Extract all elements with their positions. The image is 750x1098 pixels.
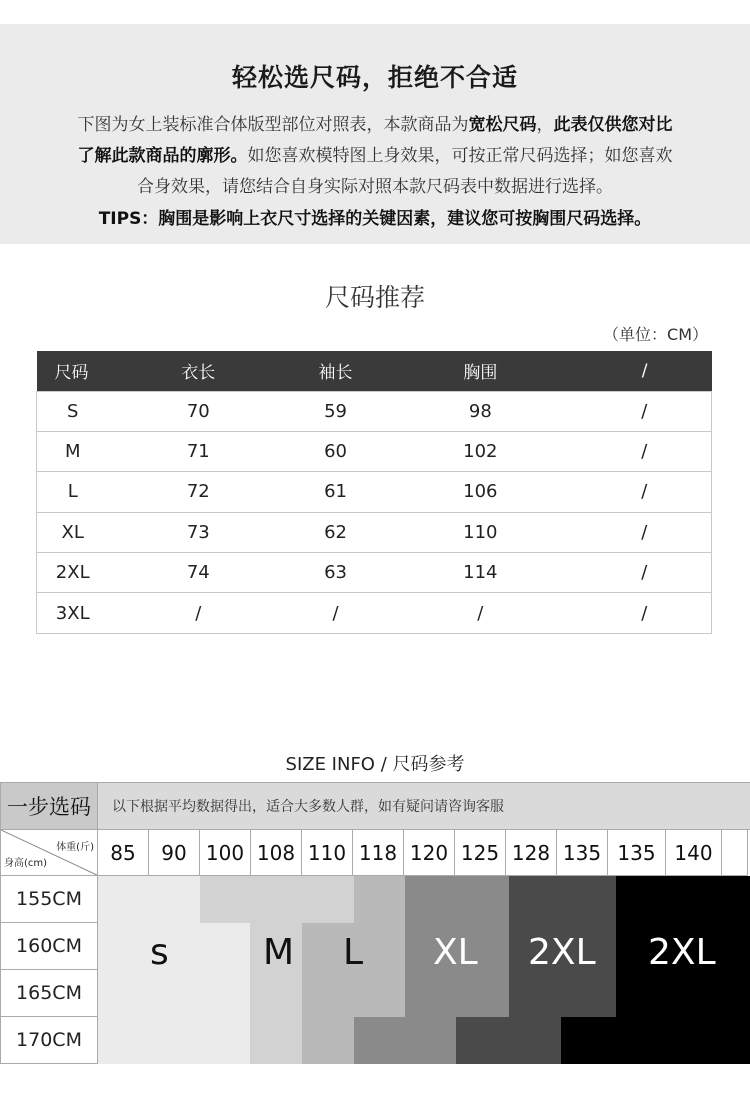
table-row xyxy=(37,512,712,552)
cell-size: L xyxy=(37,472,109,512)
cell-extra: / xyxy=(578,512,712,552)
intro-highlight: 宽松尺码 xyxy=(468,115,537,135)
cell-sleeve: / xyxy=(288,593,383,633)
intro-text: 如您喜欢模特图上身效果，可按正常尺码选择；如您喜欢 xyxy=(247,146,673,166)
cell-chest: 114 xyxy=(383,553,578,593)
size-zone-label: M xyxy=(263,932,295,973)
cell-sleeve: 61 xyxy=(288,472,383,512)
size-zone-step xyxy=(354,1017,405,1064)
table-row xyxy=(37,593,712,633)
cell-length: / xyxy=(108,593,288,633)
cell-length: 72 xyxy=(108,472,288,512)
intro-title: 轻松选尺码，拒绝不合适 xyxy=(231,63,518,92)
cell-size: 3XL xyxy=(37,593,109,633)
cell-size: M xyxy=(37,431,109,471)
intro-panel xyxy=(0,24,750,244)
intro-highlight: 此表仅供您对比 xyxy=(553,115,673,135)
weight-cell: 135 xyxy=(557,830,608,876)
cell-length: 74 xyxy=(108,553,288,593)
size-zone-step xyxy=(200,876,250,923)
cell-length: 71 xyxy=(108,431,288,471)
size-zone-step xyxy=(302,876,354,923)
cell-extra: / xyxy=(578,431,712,471)
weight-cell: 108 xyxy=(251,830,302,876)
cell-chest: 106 xyxy=(383,472,578,512)
cell-extra: / xyxy=(578,391,712,431)
weight-cell: 120 xyxy=(404,830,455,876)
table-row xyxy=(37,553,712,593)
size-info-grid xyxy=(0,782,750,1064)
cell-sleeve: 60 xyxy=(288,431,383,471)
weight-axis-label: 体重(斤) xyxy=(56,842,94,853)
cell-extra: / xyxy=(578,553,712,593)
weight-cell: 125 xyxy=(455,830,506,876)
weight-cell: 118 xyxy=(353,830,404,876)
recommend-title: 尺码推荐 xyxy=(324,283,425,312)
cell-size: S xyxy=(37,391,109,431)
weight-cell: 135 xyxy=(608,830,666,876)
size-zone-step xyxy=(456,1017,509,1064)
size-table xyxy=(36,351,712,634)
weight-cell: 100 xyxy=(200,830,251,876)
cell-chest: / xyxy=(383,593,578,633)
intro-line-3: 合身效果，请您结合自身实际对照本款尺码表中数据进行选择。 xyxy=(137,177,613,197)
size-zone-label: 2XL xyxy=(648,932,716,973)
intro-line-1 xyxy=(0,110,750,135)
height-column xyxy=(0,876,98,1064)
size-zone-step xyxy=(561,1017,616,1064)
weight-cell xyxy=(722,830,748,876)
size-zone-label: s xyxy=(150,932,169,973)
intro-tips: TIPS：胸围是影响上衣尺寸选择的关键因素，建议您可按胸围尺码选择。 xyxy=(98,209,652,229)
size-zone-label: 2XL xyxy=(528,932,596,973)
size-zone-label: L xyxy=(343,932,364,973)
height-axis-label: 身高(cm) xyxy=(4,858,48,869)
size-table-header xyxy=(37,351,712,391)
intro-highlight: 了解此款商品的廓形。 xyxy=(77,146,248,166)
intro-text: ， xyxy=(536,115,554,135)
height-cell: 170CM xyxy=(0,1017,98,1064)
cell-size: 2XL xyxy=(37,553,109,593)
intro-text: 下图为女上装标准合体版型部位对照表，本款商品为 xyxy=(77,115,469,135)
cell-length: 73 xyxy=(108,512,288,552)
cell-sleeve: 59 xyxy=(288,391,383,431)
weight-cell: 85 xyxy=(98,830,149,876)
header-size: 尺码 xyxy=(37,351,109,391)
table-row xyxy=(37,431,712,471)
grid-corner-header xyxy=(0,830,98,876)
weight-row xyxy=(98,830,748,876)
weight-cell: 140 xyxy=(666,830,722,876)
cell-extra: / xyxy=(578,472,712,512)
intro-line-2 xyxy=(0,141,750,166)
cell-size: XL xyxy=(37,512,109,552)
height-cell: 155CM xyxy=(0,876,98,923)
cell-length: 70 xyxy=(108,391,288,431)
cell-sleeve: 62 xyxy=(288,512,383,552)
cell-chest: 110 xyxy=(383,512,578,552)
header-chest: 胸围 xyxy=(383,351,578,391)
cell-chest: 102 xyxy=(383,431,578,471)
weight-cell: 128 xyxy=(506,830,557,876)
table-row xyxy=(37,391,712,431)
weight-cell: 110 xyxy=(302,830,353,876)
header-extra: / xyxy=(578,351,712,391)
step-description: 以下根据平均数据得出，适合大多数人群，如有疑问请咨询客服 xyxy=(98,782,750,830)
weight-cell: 90 xyxy=(149,830,200,876)
height-cell: 160CM xyxy=(0,923,98,970)
header-sleeve: 袖长 xyxy=(288,351,383,391)
size-info-title: SIZE INFO / 尺码参考 xyxy=(285,754,465,775)
cell-extra: / xyxy=(578,593,712,633)
header-length: 衣长 xyxy=(108,351,288,391)
height-cell: 165CM xyxy=(0,970,98,1017)
unit-label: （单位：CM） xyxy=(603,325,708,344)
cell-chest: 98 xyxy=(383,391,578,431)
diagonal-divider xyxy=(1,830,98,876)
step-label: 一步选码 xyxy=(0,782,98,830)
size-zone-label: XL xyxy=(433,932,478,973)
table-row xyxy=(37,472,712,512)
cell-sleeve: 63 xyxy=(288,553,383,593)
